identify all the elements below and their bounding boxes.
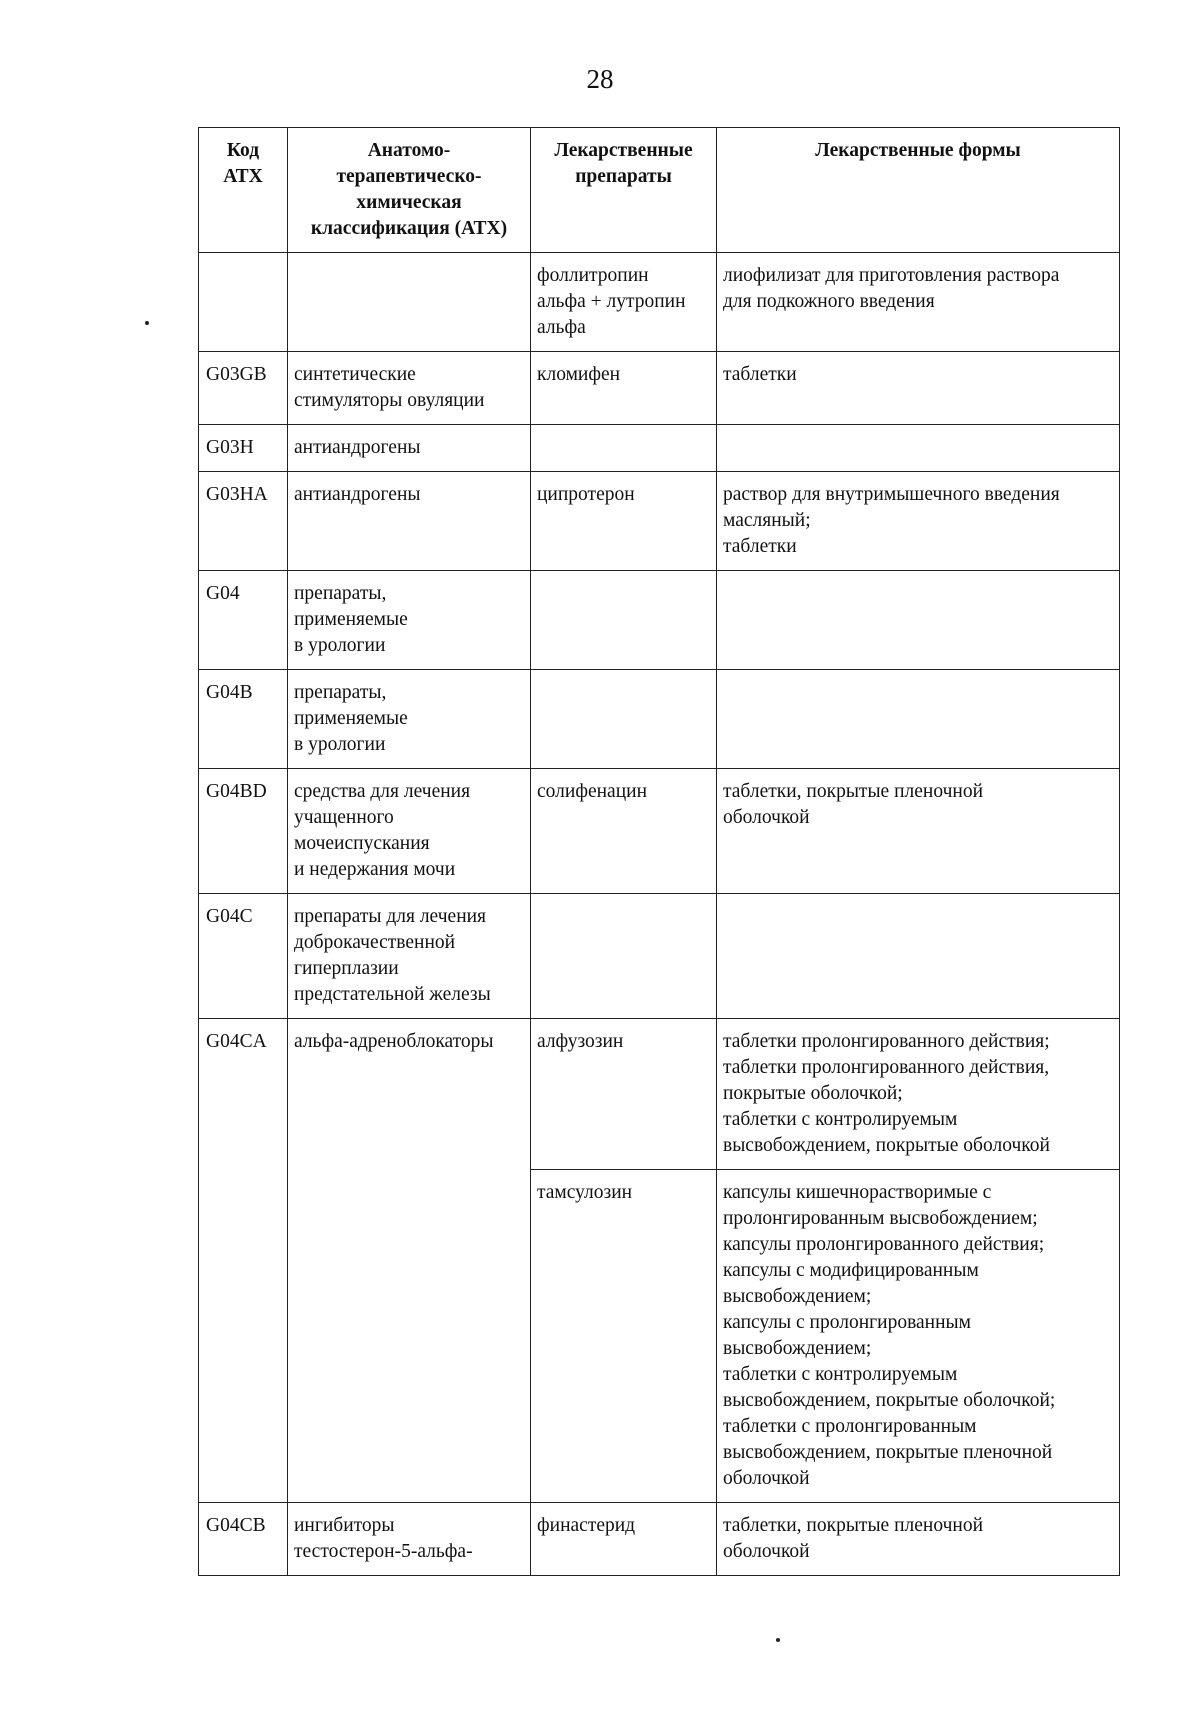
scan-speck [145, 321, 149, 325]
drug-name [531, 894, 717, 1019]
table-header-row [199, 128, 1120, 253]
table-row [199, 894, 1120, 1019]
atc-classification: препараты, применяемые в урологии [288, 670, 531, 769]
dosage-forms [717, 425, 1120, 472]
atc-classification: антиандрогены [288, 425, 531, 472]
atc-classification: препараты, применяемые в урологии [288, 571, 531, 670]
table-row [199, 670, 1120, 769]
atc-code [199, 253, 288, 352]
drug-name [531, 670, 717, 769]
atc-classification: препараты для лечения доброкачественной гиперплазии предстательной железы [288, 894, 531, 1019]
dosage-forms [717, 894, 1120, 1019]
scan-speck [776, 1638, 780, 1642]
atc-classification: синтетические стимуляторы овуляции [288, 352, 531, 425]
dosage-forms: капсулы кишечнорастворимые с пролонгированным высвобождением; капсулы пролонгированного действия; капсулы с модифицированным высвобождением; капсулы с пролонгированным высвобождением; таблетки с контролируемым высвобождением, покрытые оболочкой; таблетки с пролонгированным высвобождением, покрытые пленочной оболочкой [717, 1170, 1120, 1503]
drug-name [531, 571, 717, 670]
atc-code: G04CB [199, 1503, 288, 1576]
atc-code: G04C [199, 894, 288, 1019]
drug-name: алфузозин [531, 1019, 717, 1170]
drug-name: фоллитропин альфа + лутропин альфа [531, 253, 717, 352]
atc-classification: антиандрогены [288, 472, 531, 571]
atc-table [198, 127, 1120, 1576]
dosage-forms: таблетки [717, 352, 1120, 425]
drug-name: тамсулозин [531, 1170, 717, 1503]
drug-name: солифенацин [531, 769, 717, 894]
atc-code: G04CA [199, 1019, 288, 1503]
atc-classification: ингибиторы тестостерон-5-альфа- [288, 1503, 531, 1576]
table-row [199, 769, 1120, 894]
header-atc-code: Код АТХ [199, 128, 288, 253]
table-row [199, 253, 1120, 352]
dosage-forms: таблетки, покрытые пленочной оболочкой [717, 1503, 1120, 1576]
dosage-forms: раствор для внутримышечного введения масляный; таблетки [717, 472, 1120, 571]
atc-classification [288, 253, 531, 352]
atc-code: G03HA [199, 472, 288, 571]
dosage-forms: лиофилизат для приготовления раствора для подкожного введения [717, 253, 1120, 352]
dosage-forms: таблетки, покрытые пленочной оболочкой [717, 769, 1120, 894]
atc-classification: альфа-адреноблокаторы [288, 1019, 531, 1503]
drug-name: кломифен [531, 352, 717, 425]
atc-code: G04B [199, 670, 288, 769]
page-number: 28 [586, 64, 614, 94]
atc-code: G03H [199, 425, 288, 472]
table-row [199, 1503, 1120, 1576]
header-dosage-forms: Лекарственные формы [717, 128, 1120, 253]
dosage-forms [717, 670, 1120, 769]
atc-classification: средства для лечения учащенного мочеиспускания и недержания мочи [288, 769, 531, 894]
table-row [199, 425, 1120, 472]
dosage-forms [717, 571, 1120, 670]
atc-code: G04BD [199, 769, 288, 894]
atc-code: G04 [199, 571, 288, 670]
drug-name: финастерид [531, 1503, 717, 1576]
table-row [199, 472, 1120, 571]
table-row [199, 1019, 1120, 1170]
table-row [199, 571, 1120, 670]
header-atc-classification: Анатомо- терапевтическо- химическая классификация (АТХ) [288, 128, 531, 253]
table-row [199, 352, 1120, 425]
dosage-forms: таблетки пролонгированного действия; таблетки пролонгированного действия, покрытые оболочкой; таблетки с контролируемым высвобождением, покрытые оболочкой [717, 1019, 1120, 1170]
drug-name: ципротерон [531, 472, 717, 571]
header-drugs: Лекарственные препараты [531, 128, 717, 253]
drug-name [531, 425, 717, 472]
atc-code: G03GB [199, 352, 288, 425]
